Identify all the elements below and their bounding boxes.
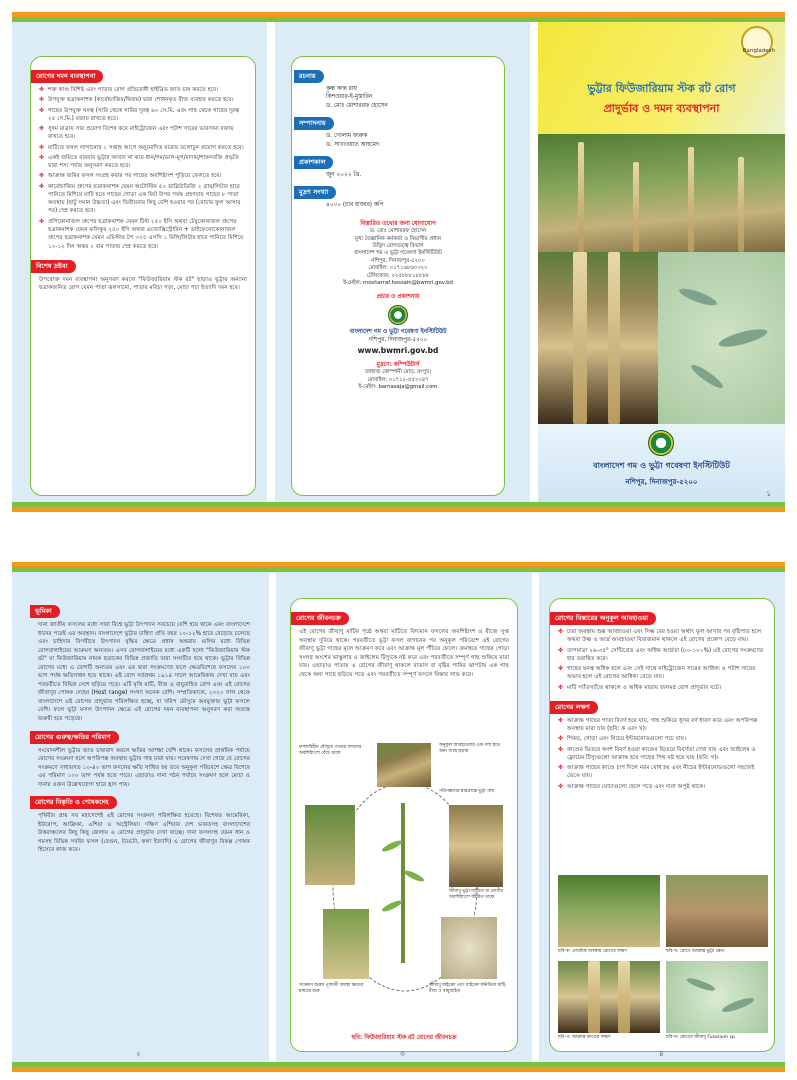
cover-address: নশিপুর, দিনাজপুর-৫২০০ (625, 478, 698, 486)
cycle-label-5: সংক্রমণ শুরুর পূর্ববর্তী অবস্থা ক্ষতের মাধ্যমে শুরু (299, 983, 364, 995)
intro-card (30, 592, 258, 1054)
published-date: জুন ২০২২ খ্রি. (326, 171, 362, 178)
spore-shape (721, 995, 756, 1014)
symptom-list (558, 717, 766, 791)
credits-card (291, 56, 505, 496)
symptom-item: ✤ আক্রান্ত গাছের কাণ্ডে চাপ দিলে নরম বোধ হয় এবং নীচের ইন্টারনোডগুলো সহজেই ভেঙে যায়। (558, 764, 766, 781)
control-item: ✤ গাছের উপযুক্ত ঘনত্ব (সারি থেকে সারির দূরত্ব ৬০ সে.মি. এবং গাছ থেকে গাছের দূরত্ব ২৫ সে.মি.) বজায় রাখতে হবে। (39, 107, 247, 124)
caption-gha: ছবি-ঘ: রোগের জীবাণু Fusarium sp. (666, 1035, 737, 1040)
contact-line: উদ্ভিদ রোগতত্ত্ব বিভাগ (372, 242, 424, 249)
badge-text: Bangladesh (742, 48, 775, 54)
control-item: ✤ সুষম মাত্রায় সার প্রয়োগ বিশেষ করে নাইট্রোজেন এবং পটাশ সারের ভারসাম্য বজায় রাখতে হবে। (39, 125, 247, 142)
plant-stem (401, 803, 405, 963)
diagram-caption: ছবি: ফিউজারিয়াম স্টক রট রোগের জীবনচক্র (351, 1035, 457, 1041)
contact-line: বাংলাদেশ গম ও ভুট্টা গবেষণা ইনস্টিটিউট (354, 250, 442, 257)
photo-kha (666, 875, 768, 947)
control-list (39, 86, 247, 251)
lifecycle-card (290, 598, 518, 1052)
cycle-photo-bottom-right (441, 917, 497, 979)
intro-text: দানা জাতীয় ফসলের মধ্যে সারা বিশ্বে ভুট্টা উৎপাদন সবচেয়ে বেশি হয়ে থাকে এবং বাংলাদেশে ধানের পরেই এর অবস্থান। বাংলাদেশে ভুট্টার চাহিদা প্রতি বছর ১০-১২% হারে বেড়েছে চলেছে এবং চাহিদার বিপরীতে উৎপাদন বৃদ্ধির ক্ষেত্রে প্রধান অন্তরায় গুলির মধ্যে বিভিন্ন রোগবালাইয়ের আক্রমণ অন্যতম। এসব রোগবালাইয়ের মধ্যে একটি হলো "ফিউজারিয়াম স্টক রট" যা ফিউজারিয়াম নামক ছত্রাকের বিভিন্ন প্রজাতি দ্বারা সংঘটিত হয়ে থাকে। ভুট্টার বিভিন্ন রোগের মধ্যে এ রোগটি অন্যতম এবং এর দ্বারা সংক্রমণের ফলে ক্ষেত্রবিশেষে ফসলের ১০০ ভাগ পর্যন্ত ক্ষতিসাধন হয়ে থাকে। এই রোগ সর্বপ্রথম ১৯১৪ সালে আমেরিকায় দেখা যায় এবং পরবর্তীতে বিভিন্ন দেশে ছড়িয়ে পড়ে। এটি মৃত্তি মাটি, বীজ ও বায়ুবাহিত রোগ এবং এই রোগের জীবাণুর পোষক দেহের (Host range) সংখ্যা অনেক বেশি। সম্প্রতিকালে, ২০২০ সাল থেকে বাংলাদেশে এই রোগের প্রাদুর্ভাব পরিলক্ষিত হচ্ছে, যা খরিপ মৌসুমে অবমুক্তায় ভুট্টা ফসলে বেশি। ফলে ভুট্টা ফসল উৎপাদন ক্ষেত্রে এই রোগের দমন ব্যবস্থাপনা অনুসরণ করা অত্যন্ত জরুরী হয়ে পড়েছে। (38, 622, 250, 723)
published-label: প্রকাশকাল (294, 156, 333, 169)
loss-heading: রোগের গুরুত্ব/ক্ষতির পরিমাণ (30, 731, 119, 744)
contact-heading: বিস্তারিত তথ্যের জন্য যোগাযোগ (360, 220, 436, 227)
control-item: ✤ কার্বেন্ডাজিম গ্রুপের ছত্রাকনাশক যেমন অটোস্টিন ৫০ ডাব্লিউডিজি ২ গ্রাম/লিটার হারে পানিতে মিশিয়ে মাটি হতে গাছের গোড়া এক ফিট উপর পর্যন্ত গ্রহণযায় গাছের ৮ পাতা অবস্থায় (হাটু সমান উচ্চতা) এবং দ্বিতীয়বার কিছু বেশি হওয়ার পর (মোচায় ফুল আসার পর) স্প্রে করতে হবে। (39, 183, 247, 216)
intro-panel (12, 572, 269, 1062)
cover-footer (538, 424, 785, 502)
photo-gha (666, 961, 768, 1033)
control-panel (12, 22, 267, 502)
top-stripe (12, 12, 785, 22)
photo-ga (558, 961, 660, 1033)
top-stripe (12, 562, 785, 572)
weather-list (558, 628, 766, 692)
contact-line: ড. মোঃ মোশাররফ হোসেন (369, 228, 427, 235)
plant-leaf (381, 899, 403, 914)
control-card (30, 56, 256, 496)
writer-name: কৃষ্ণ কান্ত রায় (326, 86, 357, 92)
writers-label: রচনায় (294, 70, 324, 83)
spread-text: পৃথিবীর প্রায় সব মহাদেশেই এই রোগের সংক্রমণ পরিলক্ষিত হয়েছে। বিশেষত আমেরিকা, ইউরোপ, আফ্রিকা, এশিয়া ও অস্ট্রেলিয়া। দক্ষিণ এশিয়ার দেশ ভারতসহ বাংলাদেশের উত্তরাঞ্চলের কিছু কিছু জেলায় এ রোগের প্রাদুর্ভাব দেখা যাচ্ছে। দানা ফসলসহ যেমন ধান ও গমসহ বিভিন্ন সবজি ফসল (বেগুন, টমেটো, কলা ইত্যাদি) এ রোগের জীবাণুর বিকল্প পোষক হিসেবে কাজ করে। (38, 813, 250, 854)
printer-label: মুদ্রণে: কম্পিউটার্স (376, 361, 420, 368)
editors-label: সম্পাদনায় (294, 117, 334, 130)
caption-ka: ছবি-ক: প্রাথমিক অবস্থায় রোগের লক্ষণ (558, 949, 627, 954)
contact-line: ই-মেইল: mosharraf.hossain@bwmri.gov.bd (343, 279, 453, 286)
stalk (578, 142, 584, 252)
contact-line: মুখ্য বৈজ্ঞানিক কর্মকর্তা ও বিভাগীয় প্রধান (355, 235, 441, 242)
stalk (633, 162, 639, 252)
control-item: ✤ একই জমিতে বারবার ভুট্টার আবাদ না করে ধান/গম/ডাল-মুগ/বাদাম/শাকসবজি প্রভৃতি দ্বারা শস্য পর্যায় অনুসরণ করতে হবে। (39, 154, 247, 171)
cover-panel (538, 22, 785, 502)
cover-photo-stalk (538, 252, 658, 424)
cycle-photo-right (449, 805, 503, 887)
spore-shape (686, 976, 717, 993)
spore-shape (717, 326, 768, 351)
weather-item: ✤ তাপমাত্রা ২৬-৩৫° সেন্টিগ্রেড এবং অধিক আর্দ্রতা (৮০-১০০%) এই রোগের সংক্রমণের হার তরান্বিত করে। (558, 647, 766, 664)
stalk (588, 961, 600, 1033)
editors-list (302, 132, 494, 149)
spore-shape (689, 362, 725, 391)
stalk (738, 157, 744, 252)
caption-ga: ছবি-গ: আক্রান্ত কাণ্ডের লক্ষণ (558, 1035, 611, 1040)
symptom-photo-grid (558, 875, 768, 1045)
cover-title-area (538, 22, 785, 134)
cycle-label-2: অনুকূল আবহাওয়ায় এক গাছ হতে অন্য গাছে ছড়ায় (439, 743, 501, 755)
cycle-photo-left (305, 805, 355, 885)
stalk (573, 252, 587, 424)
contact-line: মোবাইল: ০১৭১৬৮৬০৩২০ (368, 265, 428, 272)
plant-leaf (381, 839, 403, 854)
spore-shape (677, 285, 718, 308)
cycle-drawing-plant (381, 803, 425, 963)
cover-logo (648, 430, 674, 456)
page-number-4: ৪ (659, 1050, 664, 1058)
credits-panel (275, 22, 530, 502)
bottom-stripe (12, 502, 785, 512)
cycle-label-4: জীবাণু ভুট্টা মাটিতে বা রোগীর অবশিষ্টাংশে জীবিত থাকে (449, 889, 503, 901)
cycle-label-6: জীবাণু মাইক্রো এবং মাইক্রো কনিডিয়া মাটি, বীজ ও বায়ুবাহিত (429, 983, 507, 995)
cover-title-line2: প্রাদুর্ভাব ও দমন ব্যবস্থাপনা (603, 102, 720, 115)
cycle-label-1: ফসলবিহীন মৌসুমে পাতার ফসলের অবশিষ্টাংশে বেঁচে থাকে (299, 745, 362, 757)
weather-item: ✤ গাছের ঘনত্ব অধিক হলে এবং সেই সাথে নাইট্রোজেন সারের আধিক্য ও পটাশ সারের অভাব হলে এই রোগের আধিক্য বেড়ে যায়। (558, 665, 766, 682)
cycle-photo-top (377, 743, 431, 787)
loss-text: সংবেদনশীল ভুট্টার জাত চাষাবাদ করলে ক্ষতির আশঙ্কা বেশি থাকে। ফসলের প্রাথমিক পর্যায়ে রোগের সংক্রমণ হলে অপরিপক্ক অবস্থায় ভুট্টার গাছ মারা যায়। গবেষণায় দেখা গেছে যে রোগের সংক্রমণে সাধারণত ১০-৪০ ভাগ ফসলের ক্ষতি সাধিত হয় তবে অনুকূল পরিবেশে ক্ষেত্র বিশেষে এর পরিমাণ ১০০ ভাগ পর্যন্ত হতে পারে। এছাড়াও দানা গঠন পর্যায়ে সংক্রমণ হলে মোচা ও দানার ওজন উল্লেখযোগ্য হারে হ্রাস পায়। (38, 747, 250, 788)
control-item: ✤ প্রপিকোনাজল গ্রুপের ছত্রাকনাশক যেমন টিল্ট ২৫০ ইসি অথবা টেবুকোনাজল গ্রুপের ছত্রাকনাশক যেমন ফলিকুর ২৫০ ইসি অথবা এজোক্সিস্ট্রোবিন + ডাইফেনোকোনাজল গ্রুপের ছত্রাকনাশক যেমন এমিস্টার টপ ৩২৫ এসসি ১ মিলি/লিটার হারে পানিতে মিশিয়ে ১০-১২ দিন অন্তর ২ বার পাতায় স্প্রে করতে হবে। (39, 218, 247, 251)
symptom-item: ✤ আক্রান্ত গাছের মোচাগুলো হেলে পড়ে এবং দানা অপুষ্ট থাকে। (558, 783, 766, 791)
note-text: উপরোক্ত দমন ব্যবস্থাপনা অনুসরণ করলে "ফিউজারিয়াম স্টক রট" ছাড়াও ভুট্টার অন্যান্য ছত্রাকজনিত রোগ যেমন পাতা ঝলসানো, পাতার মরিচা পড়া, মোচা পচা ইত্যাদি দমন হবে। (39, 276, 247, 292)
note-heading: বিশেষ দ্রষ্টব্য (31, 260, 76, 273)
website-link[interactable]: www.bwmri.gov.bd (357, 345, 439, 355)
editor-name: ড. সাখাওয়াত আহমেদ (326, 141, 379, 148)
printer-line: জাহাজ কোম্পানী মোড়, রংপুর। (365, 368, 431, 375)
lifecycle-diagram (299, 739, 511, 1029)
weather-item: ✤ মাটি স্যাঁতস্যাঁতে থাকলে ও অধিক মাত্রায় জলমগ্ন রোগ প্রাদুর্ভাব ঘটে। (558, 684, 766, 692)
bottom-stripe (12, 1062, 785, 1072)
control-heading: রোগের দমন ব্যবস্থাপনা (31, 70, 103, 83)
contact-line: নশিপুর, দিনাজপুর-৫২০০ (371, 257, 425, 264)
publisher-label: প্রচার ও প্রকাশনায় (376, 294, 420, 301)
cover-institute-name: বাংলাদেশ গম ও ভুট্টা গবেষণা ইনস্টিটিউট (593, 460, 730, 470)
control-item: ✤ শক্ত কাণ্ড বিশিষ্ট এবং পাতার রোগ প্রতিরোধী হাইব্রিড জাত চাষ করতে হবে। (39, 86, 247, 94)
anniversary-badge (717, 26, 777, 60)
stalk (688, 147, 694, 252)
writer-name: কিশওয়ার-ই-মুস্তারিন (326, 94, 373, 101)
cover-page-number: ১ (766, 490, 771, 498)
writers-list (302, 85, 494, 110)
cover-photo-main (538, 134, 785, 252)
contact-line: টেলিফোন: ০২৫৮৮৮১৮৮৮৮ (366, 272, 430, 279)
publisher-block (302, 293, 494, 354)
page-number-3: ৩ (400, 1050, 405, 1058)
stalk (618, 961, 630, 1033)
intro-heading: ভূমিকা (30, 605, 60, 618)
copies-label: মুদ্রণ সংখ্যা (294, 186, 336, 199)
brochure-inner-sheet (12, 562, 785, 1072)
printer-line: ই-মেইল: barnasaja@gmail.com (358, 384, 438, 391)
photo-ka (558, 875, 660, 947)
symptom-panel (539, 572, 785, 1062)
publisher-address: নশিপুর, দিনাজপুর-৫২০০ (368, 337, 428, 344)
cover-title-line1: ভুট্টার ফিউজারিয়াম স্টক রট রোগ (587, 82, 736, 95)
cycle-heading: রোগের জীবনচক্র (291, 612, 349, 625)
lifecycle-panel (276, 572, 532, 1062)
printer-line: মোবাইল: ০১৭১২-৫৫২০৪৭ (367, 376, 429, 383)
editor-name: ড. গোলাম ফারুক (326, 133, 368, 140)
printer-lines (302, 369, 494, 392)
cover-photo-spores (658, 252, 785, 424)
weather-heading: রোগের বিস্তারের অনুকূল আবহাওয়া (550, 612, 656, 625)
copies-count: ৪০০০ (চার হাজার) কপি (326, 202, 384, 209)
page-number-2: ২ (136, 1050, 141, 1058)
publisher-name: বাংলাদেশ গম ও ভুট্টা গবেষণা ইনস্টিটিউট (349, 328, 447, 335)
spread-heading: রোগের বিস্তৃতি ও পোষকদেহ (30, 796, 117, 809)
cycle-text: এই রোগের জীবাণু মাটির পৃষ্ঠে অথবা মাটিতে বিদ্যমান ফসলের অবশিষ্টাংশ ও বীজে সুপ্ত অবস্থায় দুবিয়ে থাকে। পরবর্তীতে ভুট্টা ফসল বাগানের পর অনুকূল পরিবেশে এই রোগের জীবাণু ভুট্টা গাছের মূলে আক্রমণ করে এবং আক্রান্ত মূল পঁচিয়ে ফেলে। ক্রমান্বয়ে গাছের গোড়া সংলগ্ন অংশের ভাস্কুলার ও জাইলেম টিস্যুকে নষ্ট করে এবং পরবর্তীতে সম্পূর্ণ গাছ শুকিয়ে মারা যায়। এছাড়াও পাতায় এ রোগের জীবাণু থাকলে বাতাস বা বৃষ্টির পানির ঝাপটায় এক গাছ থেকে অন্য গাছে ছড়িয়ে পড়ে এবং পরবর্তীতে সম্পূর্ণ ফসলে বিস্তার লাভ করে। (299, 629, 509, 678)
contact-block (302, 228, 494, 287)
brochure-outer-sheet (12, 12, 785, 512)
symptom-item: ✤ কাণ্ডের ভিতরে অংশ বিবর্ণ হওয়া কাণ্ডের ভিতরে বিবর্ণতা দেখা যায় এবং জাইলেম ও ফ্লোয়েম টিস্যুগুলো আক্রান্ত হয়ে গাছের পিথ নষ্ট হয়ে যায় (ছবি: গ)। (558, 746, 766, 763)
weather-item: ✤ চারা অবস্থায় শুষ্ক আবহাওয়া এবং সিল্ক বের হওয়া অর্থাৎ ফুল আসার পর বৃষ্টিপাত হলে অথবা উষ্ণ ও আর্দ্র আবহাওয়া বিরাজমান থাকলে এই রোগের প্রকোপ বেড়ে যায়। (558, 628, 766, 645)
symptom-item: ✤ আক্রান্ত গাছের পাতা বিবর্ণ হয়ে যায়, গাছ শুকিয়ে ধূসর বর্ণ ধারণ করে এবং অপরিপক্ক অবস্থায় মারা যায় (ছবি: ক এবং খ)। (558, 717, 766, 734)
stalk (608, 252, 620, 424)
cycle-label-3: পরিপক্কতার দ্বারপ্রান্তে ভুট্টা গাছ (439, 789, 495, 794)
control-item: ✤ আক্রান্ত জমির ফসল সংগ্রহ করার পর গাছের অবশিষ্টাংশ পুড়িয়ে ফেলতে হবে। (39, 172, 247, 180)
symptom-card (549, 598, 775, 1052)
cycle-photo-bottom-left (323, 909, 369, 979)
symptom-item: ✤ শিকড়, গোড়া এবং নিচের ইন্টারনোডগুলো পচে যায়। (558, 735, 766, 743)
caption-kha: ছবি-খ: রোগে আক্রান্ত ভুট্টা ক্ষেত (666, 949, 725, 954)
control-item: ✤ মাটিতে ফসল লাগানোর ১ সপ্তাহ আগে অনুমোদিত মাত্রায় ডলোচুন প্রয়োগ করতে হবে। (39, 144, 247, 152)
institute-logo (388, 305, 408, 325)
plant-leaf (403, 869, 425, 884)
printer-block (302, 361, 494, 392)
control-item: ✤ উপযুক্ত ছত্রাকনাশক (কার্বেন্ডাজিম/থিরাম) দ্বারা শোধনকৃত বীজ ব্যবহার করতে হবে। (39, 96, 247, 104)
symptom-heading: রোগের লক্ষণ (550, 701, 598, 714)
writer-name: ড. মোঃ মোশাররফ হোসেন (326, 102, 388, 109)
